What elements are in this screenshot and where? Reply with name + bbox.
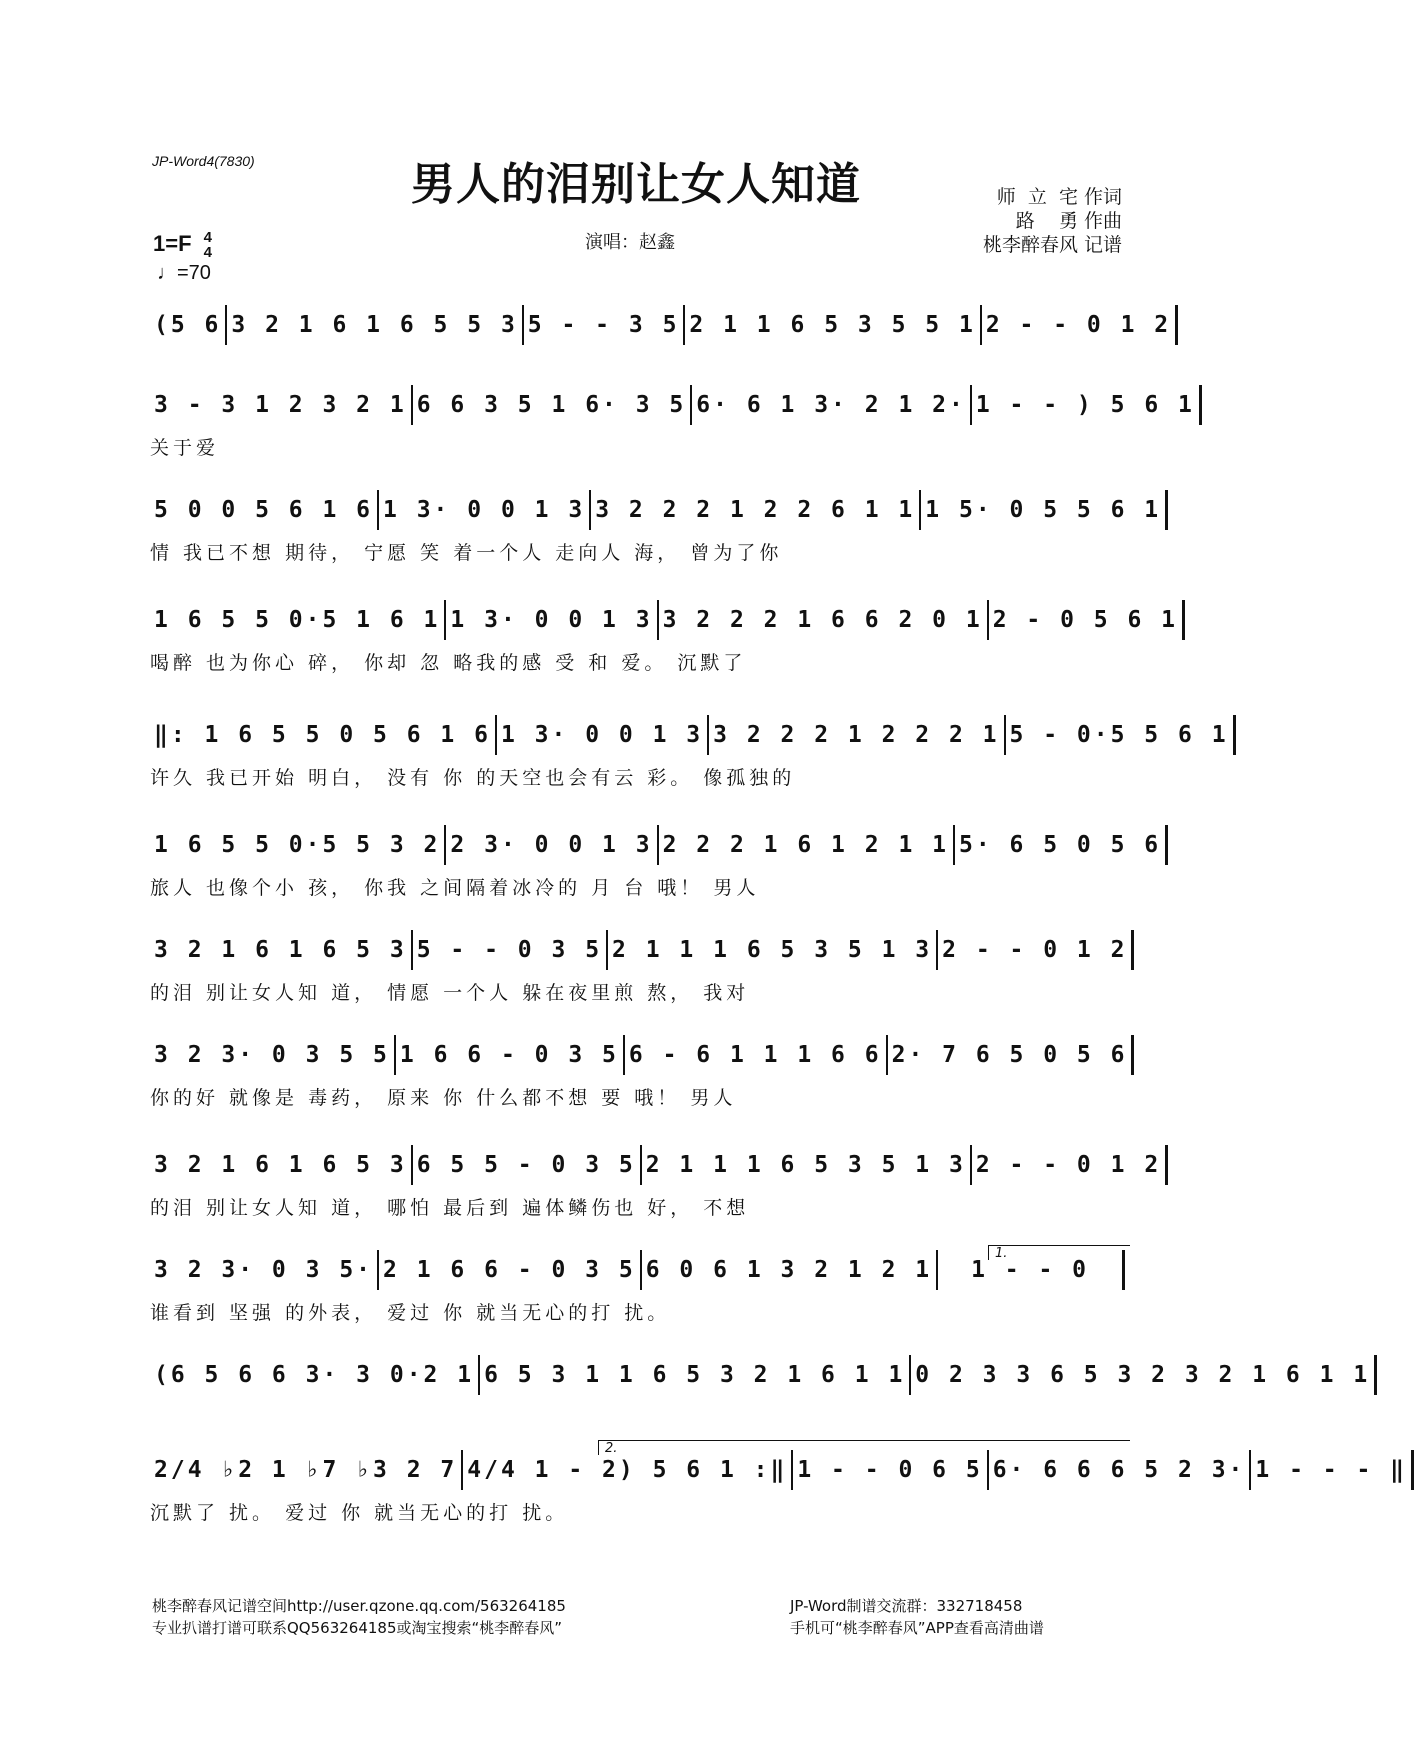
measure xyxy=(625,1035,888,1075)
measure xyxy=(150,305,227,345)
measure-notes: 6 0 6 1 3 2 1 2 1 xyxy=(645,1257,933,1283)
measure-notes: 2 1 1 6 5 3 5 5 1 xyxy=(689,312,976,338)
transcriber: 桃李醉春风 记谱 xyxy=(982,234,1122,256)
measure-notes: 1 - - 0 6 5 xyxy=(797,1457,983,1483)
measure xyxy=(413,385,693,425)
measure xyxy=(150,1450,463,1490)
measure-notes: 6 - 6 1 1 1 6 6 xyxy=(628,1042,882,1068)
measure-notes: 5· 6 5 0 5 6 xyxy=(958,832,1162,858)
measure xyxy=(150,490,379,530)
measure-notes: 2/4 ♭2 1 ♭7 ♭3 2 7 xyxy=(154,1457,458,1483)
measure-notes: ‖: 1 6 5 5 0 5 6 1 6 xyxy=(154,722,491,748)
software-label: JP-Word4(7830) xyxy=(152,153,255,169)
measure xyxy=(150,1355,480,1395)
measure xyxy=(150,1035,396,1075)
measure-notes: 3 2 3· 0 3 5 5 xyxy=(154,1042,390,1068)
footer-left-line-2: 专业扒谱打谱可联系QQ563264185或淘宝搜索“桃李醉春风” xyxy=(152,1619,563,1637)
measure xyxy=(659,825,955,865)
measure xyxy=(446,825,658,865)
measure-notes: 3 2 2 2 1 2 2 2 1 xyxy=(713,722,1000,748)
song-title: 男人的泪别让女人知道 xyxy=(411,159,861,210)
score-system xyxy=(150,825,1162,903)
note-line xyxy=(150,490,1162,530)
footer-left xyxy=(152,1595,566,1639)
lyric-line: 旅人 也像个小 孩， 你我 之间隔着冰冷的 月 台 哦！ 男人 xyxy=(150,877,760,899)
measure xyxy=(921,490,1168,530)
measure xyxy=(659,600,989,640)
measure xyxy=(497,715,709,755)
measure xyxy=(982,305,1178,345)
note-line xyxy=(150,1450,1408,1490)
measure xyxy=(150,385,413,425)
measure-notes: 6 5 5 - 0 3 5 xyxy=(416,1152,636,1178)
measure xyxy=(524,305,686,345)
measure-notes: 1 6 6 - 0 3 5 xyxy=(399,1042,619,1068)
score-system xyxy=(150,1355,1371,1433)
note-line xyxy=(150,1035,1128,1075)
measure xyxy=(150,1145,413,1185)
score-system xyxy=(150,490,1162,568)
measure-notes: (6 5 6 6 3· 3 0·2 1 xyxy=(154,1362,475,1388)
measure-notes: 3 2 1 6 1 6 5 3 xyxy=(154,1152,407,1178)
measure-notes: 3 2 1 6 1 6 5 3 xyxy=(154,937,407,963)
measure xyxy=(227,305,523,345)
measure-notes: 1 6 5 5 0·5 5 3 2 xyxy=(154,832,441,858)
measure-notes: 5 - - 0 3 5 xyxy=(416,937,603,963)
lyric-line: 许久 我已开始 明白， 没有 你 的天空也会有云 彩。 像孤独的 xyxy=(150,767,796,789)
score-system xyxy=(150,1250,1125,1328)
measure-notes: 2 1 1 1 6 5 3 5 1 3 xyxy=(612,937,933,963)
note-line xyxy=(150,1355,1371,1395)
measure-notes: 1 - - ) 5 6 1 xyxy=(975,392,1195,418)
measure-notes: 2· 7 6 5 0 5 6 xyxy=(891,1042,1128,1068)
measure-notes: 2 2 2 1 6 1 2 1 1 xyxy=(662,832,949,858)
measure xyxy=(642,1145,972,1185)
measure-notes: 5 0 0 5 6 1 6 xyxy=(154,497,374,523)
measure xyxy=(1006,715,1236,755)
measure xyxy=(150,825,446,865)
measure xyxy=(642,1250,938,1290)
score-system xyxy=(150,715,1229,793)
measure-notes: 1 3· 0 0 1 3 xyxy=(450,607,653,633)
measure xyxy=(413,930,608,970)
measure-notes: 6· 6 6 6 5 2 3· xyxy=(992,1457,1246,1483)
measure-notes: 1 6 5 5 0·5 1 6 1 xyxy=(154,607,441,633)
note-line xyxy=(150,930,1128,970)
measure-notes: 3 2 3· 0 3 5· xyxy=(154,1257,374,1283)
note-line xyxy=(150,715,1229,755)
footer-right-line-1: JP-Word制谱交流群：332718458 xyxy=(790,1597,1023,1615)
measure xyxy=(396,1035,625,1075)
note-line xyxy=(150,600,1179,640)
lyric-line xyxy=(150,1403,1125,1433)
lyricist: 师 立 宅 作词 xyxy=(996,186,1122,208)
measure xyxy=(413,1145,642,1185)
measure xyxy=(888,1035,1135,1075)
measure xyxy=(685,305,981,345)
note-line xyxy=(150,825,1162,865)
note-line xyxy=(150,385,1195,425)
credits xyxy=(983,185,1122,257)
measure xyxy=(989,600,1185,640)
singer-label: 演唱：赵鑫 xyxy=(585,232,675,253)
lyric-line: 喝醉 也为你心 碎， 你却 忽 略我的感 受 和 爱。 沉默了 xyxy=(150,652,747,674)
measure xyxy=(446,600,658,640)
measure xyxy=(1251,1450,1414,1490)
score-system xyxy=(150,1145,1162,1223)
measure xyxy=(709,715,1005,755)
measure xyxy=(150,715,497,755)
note-line xyxy=(150,1145,1162,1185)
lyric-line: 关于爱 xyxy=(150,437,220,459)
measure-notes: 3 2 2 2 1 6 6 2 0 1 xyxy=(662,607,983,633)
measure xyxy=(608,930,938,970)
measure xyxy=(955,825,1168,865)
measure-notes: 2 1 1 1 6 5 3 5 1 3 xyxy=(645,1152,966,1178)
lyric-line: 谁看到 坚强 的外表， 爱过 你 就当无心的打 扰。 xyxy=(150,1302,671,1324)
measure-notes: 5 - 0·5 5 6 1 xyxy=(1009,722,1229,748)
measure-notes: 1 3· 0 0 1 3 xyxy=(383,497,586,523)
lyric-line: 你的好 就像是 毒药， 原来 你 什么都不想 要 哦！ 男人 xyxy=(150,1087,737,1109)
note-line xyxy=(150,1250,1125,1290)
note-line xyxy=(150,305,1172,345)
measure xyxy=(989,1450,1252,1490)
key-label: 1=F xyxy=(153,230,192,256)
lyric-line: 情 我已不想 期待， 宁愿 笑 着一个人 走向人 海， 曾为了你 xyxy=(150,542,783,564)
footer-right-line-2: 手机可“桃李醉春风”APP查看高清曲谱 xyxy=(790,1619,1044,1637)
measure-notes: 2 3· 0 0 1 3 xyxy=(450,832,653,858)
measure-notes: 1 3· 0 0 1 3 xyxy=(500,722,704,748)
score-system xyxy=(150,305,1172,383)
time-top: 4 xyxy=(203,229,212,246)
measure-notes: 2 - - 0 1 2 xyxy=(985,312,1172,338)
score-system xyxy=(150,1035,1128,1113)
lyric-line: 的泪 别让女人知 道， 情愿 一个人 躲在夜里煎 熬， 我对 xyxy=(150,982,750,1004)
measure-notes: 4/4 1 - 2) 5 6 1 :‖ xyxy=(467,1457,788,1483)
measure-notes: 3 2 2 2 1 2 2 6 1 1 xyxy=(595,497,916,523)
measure xyxy=(938,930,1134,970)
measure xyxy=(379,1250,642,1290)
measure xyxy=(692,385,972,425)
score-system xyxy=(150,1450,1408,1528)
measure xyxy=(150,1250,379,1290)
measure-notes: 3 2 1 6 1 6 5 5 3 xyxy=(231,312,518,338)
score-system xyxy=(150,600,1179,678)
measure-notes: 6 5 3 1 1 6 5 3 2 1 6 1 1 xyxy=(484,1362,906,1388)
measure xyxy=(793,1450,988,1490)
measure xyxy=(972,1145,1168,1185)
volta-first: 1. xyxy=(988,1245,1130,1260)
key-signature xyxy=(153,230,212,260)
measure-notes: 0 2 3 3 6 5 3 2 3 2 1 6 1 1 xyxy=(915,1362,1371,1388)
measure-notes: 6· 6 1 3· 2 1 2· xyxy=(696,392,966,418)
measure xyxy=(480,1355,911,1395)
composer: 路 勇 作曲 xyxy=(1015,210,1122,232)
score-system xyxy=(150,930,1128,1008)
measure-notes: 2 - 0 5 6 1 xyxy=(992,607,1179,633)
measure-notes: 1 - - 0 xyxy=(971,1257,1090,1283)
lyric-line: 的泪 别让女人知 道， 哪怕 最后到 遍体鳞伤也 好， 不想 xyxy=(150,1197,750,1219)
footer-right xyxy=(790,1595,1044,1639)
measure-notes: 1 - - - ‖ xyxy=(1255,1457,1408,1483)
measure xyxy=(972,385,1202,425)
measure-notes: 2 1 6 6 - 0 3 5 xyxy=(383,1257,636,1283)
measure-notes: 1 5· 0 5 5 6 1 xyxy=(925,497,1162,523)
measure-notes: 2 - - 0 1 2 xyxy=(942,937,1128,963)
measure-notes: 3 - 3 1 2 3 2 1 xyxy=(154,392,407,418)
measure-notes: 5 - - 3 5 xyxy=(527,312,680,338)
measure xyxy=(911,1355,1377,1395)
time-signature xyxy=(204,230,212,260)
lyric-line xyxy=(150,353,1125,383)
measure xyxy=(150,930,413,970)
time-bottom: 4 xyxy=(203,244,212,261)
tempo-marking: ♩=70 xyxy=(157,262,211,284)
measure xyxy=(463,1450,793,1490)
measure-notes: 2 - - 0 1 2 xyxy=(975,1152,1162,1178)
measure-notes: 6 6 3 5 1 6· 3 5 xyxy=(416,392,687,418)
measure-notes: (5 6 xyxy=(154,312,222,338)
footer-left-line-1: 桃李醉春风记谱空间http://user.qzone.qq.com/563264185 xyxy=(152,1597,566,1615)
measure xyxy=(150,600,446,640)
measure xyxy=(591,490,921,530)
lyric-line: 沉默了 扰。 爱过 你 就当无心的打 扰。 xyxy=(150,1502,569,1524)
measure xyxy=(379,490,591,530)
score-system xyxy=(150,385,1195,463)
volta-second: 2. xyxy=(598,1440,1130,1455)
